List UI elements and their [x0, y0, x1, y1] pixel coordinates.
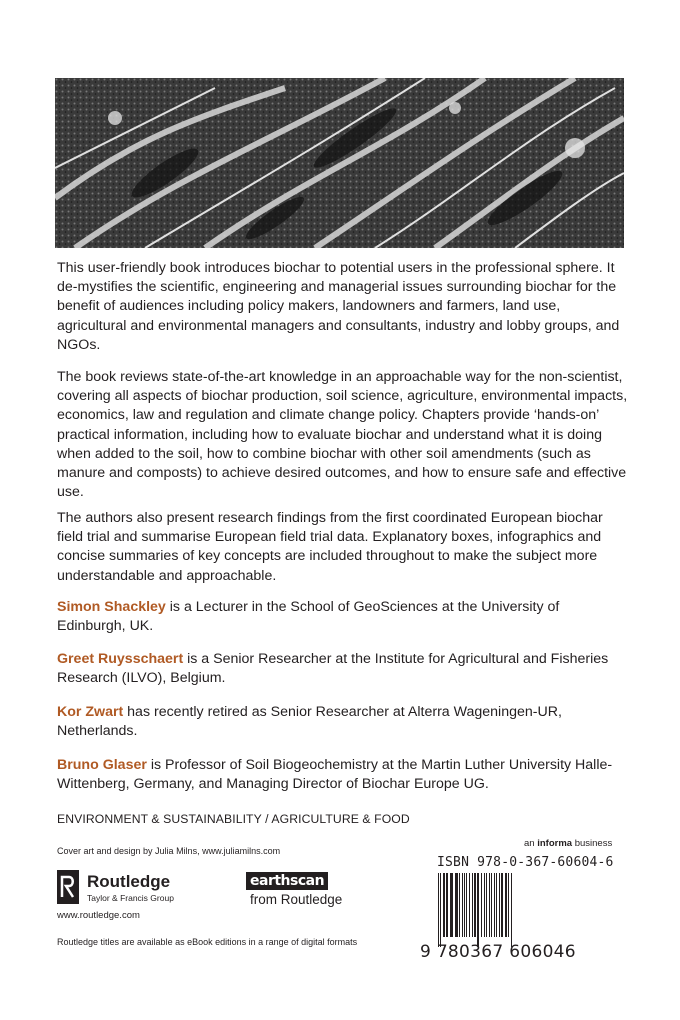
- barcode-bar: [477, 873, 479, 947]
- author-bio-text: is a Senior Researcher at the Institute for Agricultural and Fisheries Research (ILVO), Belgium.: [57, 651, 609, 687]
- description-paragraph-1: This user-friendly book introduces biochar to potential users in the professional sphere. It de-mystifies the scientific, engineering and managerial issues surrounding biochar for the benefit of audiences including policy makers, landowners and farmers, land use, agricultural and environmental managers and consultants, industry and lobby groups, and NGOs.: [57, 260, 620, 353]
- isbn-label: ISBN 978-0-367-60604-6: [437, 855, 614, 870]
- charred-texture-icon: [55, 78, 624, 248]
- author-bio-4: [57, 756, 629, 794]
- cover-credit: Cover art and design by Julia Milns, www.juliamilns.com: [57, 846, 281, 856]
- barcode-bar: [443, 873, 445, 937]
- author-bio-text: is Professor of Soil Biogeochemistry at the Martin Luther University Halle-Wittenberg, Germany, and Managing Director of Biochar Europe UG.: [57, 757, 613, 793]
- routledge-logo: [57, 870, 197, 906]
- informa-suffix: business: [572, 838, 613, 849]
- barcode-bar: [494, 873, 495, 937]
- description-paragraph-3: The authors also present research findings from the first coordinated European biochar field trial and summarise European field trial data. Explanatory boxes, infographics and concise summaries of key concepts are included throughout to make the subject more understandable and approachable.: [57, 510, 603, 584]
- barcode-bar: [466, 873, 467, 937]
- author-name: Bruno Glaser: [57, 757, 147, 773]
- author-name: Simon Shackley: [57, 599, 166, 615]
- author-name: Kor Zwart: [57, 704, 124, 720]
- informa-prefix: an: [524, 838, 538, 849]
- barcode-bar: [489, 873, 490, 937]
- author-bio-2: [57, 650, 629, 688]
- cover-art-image: [55, 78, 624, 248]
- author-bio-text: has recently retired as Senior Researcher at Alterra Wageningen-UR, Netherlands.: [57, 704, 562, 740]
- subject-category: ENVIRONMENT & SUSTAINABILITY / AGRICULTURE & FOOD: [57, 812, 410, 826]
- barcode-digits: 9 780367 606046: [420, 942, 576, 962]
- barcode-bar: [484, 873, 485, 937]
- ebook-note: Routledge titles are available as eBook editions in a range of digital formats: [57, 937, 358, 947]
- barcode-bar: [499, 873, 500, 937]
- barcode-bar: [474, 873, 476, 937]
- description-paragraph-2: The book reviews state-of-the-art knowledge in an approachable way for the non-scientist, covering all aspects of biochar production, soil science, agriculture, environmental impacts, economics, law and regulation and climate change policy. Chapters provide ‘hands-on’ practical information, including how to evaluate biochar and understand what it is doing when added to the soil, how to combine biochar with other soil amendments (such as manure and composts) to achieve desired outcomes, and how to ensure safe and effective use.: [57, 369, 628, 501]
- barcode-bar: [505, 873, 507, 937]
- barcode-bar: [440, 873, 441, 947]
- barcode-bar: [481, 873, 482, 937]
- barcode-bar: [450, 873, 453, 937]
- informa-business-tag: [524, 838, 612, 849]
- isbn-barcode: [436, 873, 580, 947]
- barcode-bar: [511, 873, 512, 947]
- barcode-bar: [438, 873, 439, 947]
- imprint-from: from Routledge: [250, 892, 343, 907]
- earthscan-logo: [246, 872, 376, 912]
- barcode-bar: [446, 873, 448, 937]
- author-bio-3: [57, 703, 629, 741]
- author-bio-1: [57, 598, 629, 636]
- publisher-group: Taylor & Francis Group: [87, 893, 174, 903]
- barcode-bar: [459, 873, 460, 937]
- publisher-url: www.routledge.com: [57, 910, 140, 921]
- barcode-bar: [501, 873, 503, 937]
- barcode-bar: [455, 873, 458, 937]
- barcode-bar: [491, 873, 492, 937]
- barcode-bar: [469, 873, 470, 937]
- informa-brand: informa: [537, 838, 573, 849]
- barcode-bar: [496, 873, 497, 937]
- author-name: Greet Ruysschaert: [57, 651, 184, 667]
- barcode-bar: [472, 873, 473, 937]
- author-bio-text: is a Lecturer in the School of GeoSciences at the University of Edinburgh, UK.: [57, 599, 560, 635]
- barcode-bar: [508, 873, 509, 937]
- routledge-emblem-icon: [57, 870, 79, 904]
- barcode-bar: [486, 873, 487, 937]
- earthscan-wordmark: earthscan: [246, 872, 328, 890]
- publisher-name: Routledge: [87, 872, 171, 891]
- barcode-bar: [462, 873, 463, 937]
- barcode-bar: [464, 873, 465, 937]
